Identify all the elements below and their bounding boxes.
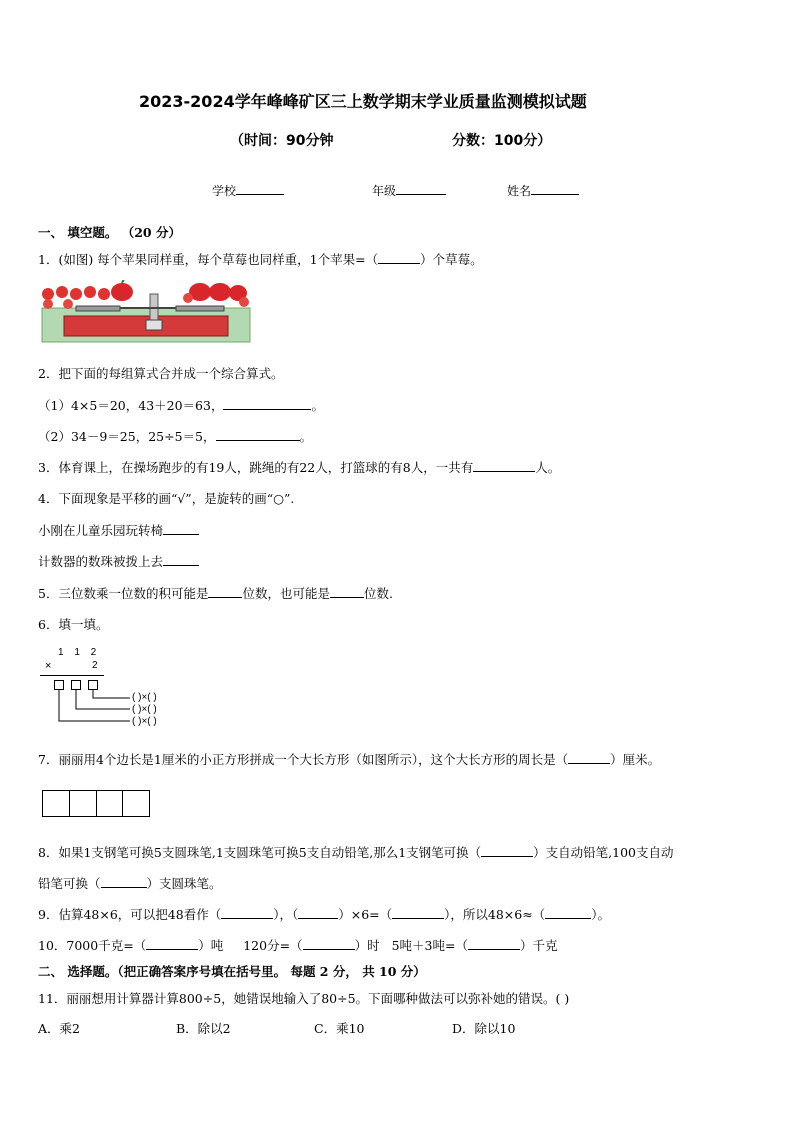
q8-text-d: ）支圆珠笔。	[146, 876, 222, 891]
q5-blank-2[interactable]	[330, 585, 364, 598]
name-field	[507, 182, 579, 199]
q2-p2-blank[interactable]	[216, 428, 300, 441]
q4-item-2-text: 计数器的数珠被拨上去	[38, 554, 164, 569]
q4-item-1-text: 小刚在儿童乐园玩转椅	[38, 523, 164, 538]
q5-text-a: 5．三位数乘一位数的积可能是	[38, 586, 209, 601]
q6-times-sign: ×	[45, 660, 52, 672]
grade-blank[interactable]	[396, 182, 446, 195]
name-blank[interactable]	[531, 182, 579, 195]
section-2-heading: 二、 选择题。（把正确答案序号填在括号里。 每题 2 分， 共 10 分）	[38, 964, 426, 979]
grade-label: 年级	[372, 184, 397, 198]
question-8-line-1	[38, 843, 674, 861]
exam-time: （时间：90分钟	[230, 133, 334, 149]
q10-text-f: ）千克	[519, 938, 558, 953]
q5-text-b: 位数，也可能是	[242, 586, 330, 601]
question-6: 6．填一填。	[38, 617, 109, 632]
q2-p1-end: 。	[311, 398, 324, 413]
q8-text-b: ）支自动铅笔,100支自动	[533, 845, 674, 860]
q2-p2-end: 。	[299, 429, 313, 444]
q1-blank[interactable]	[378, 251, 420, 264]
q11-option-b[interactable]: B．除以2	[176, 1021, 231, 1036]
q6-connector-lines	[50, 688, 140, 728]
q3-text: 3．体育课上，在操场跑步的有19人，跳绳的有22人，打篮球的有8人，一共有	[38, 460, 474, 475]
question-10	[38, 936, 557, 954]
q10-text-b: ）吨	[198, 938, 224, 953]
q6-row-1[interactable]: ( )×( )	[132, 692, 157, 703]
question-4-item-2	[38, 552, 199, 570]
q8-text-a: 8．如果1支钢笔可换5支圆珠笔,1支圆珠笔可换5支自动铅笔,那么1支钢笔可换（	[38, 845, 482, 860]
question-1	[38, 250, 483, 268]
q10-text-c: 120分=（	[243, 938, 303, 953]
q9-text-c: ）×6=（	[338, 907, 393, 922]
q10-blank-3[interactable]	[468, 937, 520, 950]
question-5	[38, 584, 393, 602]
q2-p2-text: （2）34－9＝25，25÷5＝5，	[38, 429, 216, 444]
q6-row-2[interactable]: ( )×( )	[132, 704, 157, 715]
q11-option-d[interactable]: D．除以10	[452, 1021, 516, 1036]
q8-blank-2[interactable]	[101, 875, 147, 888]
q9-text-d: ），所以48×6≈（	[444, 907, 546, 922]
q9-blank-4[interactable]	[545, 906, 591, 919]
q7-rectangle-figure	[42, 790, 150, 817]
q6-top-number: 1 1 2	[58, 647, 101, 658]
q2-p1-blank[interactable]	[223, 397, 311, 410]
q8-text-c: 铅笔可换（	[38, 876, 101, 891]
q1-text: 1．(如图) 每个苹果同样重，每个草莓也同样重，1个苹果=（	[38, 252, 379, 267]
q3-blank[interactable]	[473, 459, 535, 472]
section-1-heading: 一、 填空题。 （20 分）	[38, 225, 181, 240]
q7-square-2	[70, 791, 97, 816]
question-8-line-2	[38, 874, 222, 892]
page-title: 2023-2024学年峰峰矿区三上数学期末学业质量监测模拟试题	[139, 92, 587, 111]
question-2: 2．把下面的每组算式合并成一个综合算式。	[38, 366, 284, 381]
q2-p1-text: （1）4×5＝20，43＋20＝63，	[38, 398, 224, 413]
question-2-part-2	[38, 427, 312, 445]
school-blank[interactable]	[236, 182, 284, 195]
q6-multiplier: 2	[92, 660, 98, 671]
q7-square-1	[43, 791, 70, 816]
q9-text-e: ）。	[591, 907, 610, 922]
q10-blank-1[interactable]	[146, 937, 198, 950]
q4-item-2-blank[interactable]	[163, 553, 199, 566]
exam-score: 分数：100分）	[452, 133, 552, 149]
q11-option-c[interactable]: C．乘10	[314, 1021, 365, 1036]
question-7	[38, 750, 660, 768]
q6-product-line	[40, 675, 104, 676]
q10-text-d: ）时	[354, 938, 380, 953]
q5-text-c: 位数.	[363, 586, 393, 601]
q10-text-e: 5吨＋3吨=（	[391, 938, 468, 953]
question-11: 11．丽丽想用计算器计算800÷5，她错误地输入了80÷5。下面哪种做法可以弥补她的错误。( )	[38, 991, 570, 1006]
question-4-item-1	[38, 521, 199, 539]
q3-text-end: 人。	[535, 460, 561, 475]
q9-blank-1[interactable]	[221, 906, 273, 919]
grade-field	[372, 182, 446, 199]
balance-scale-image	[38, 280, 254, 344]
q7-text-end: ）厘米。	[610, 752, 661, 767]
question-4: 4．下面现象是平移的画“√”，是旋转的画“○”.	[38, 491, 295, 506]
question-9	[38, 905, 610, 923]
q7-square-3	[97, 791, 124, 816]
q7-text: 7．丽丽用4个边长是1厘米的小正方形拼成一个大长方形（如图所示），这个大长方形的周长是（	[38, 752, 569, 767]
q1-text-end: ）个草莓。	[420, 252, 483, 267]
q5-blank-1[interactable]	[208, 585, 242, 598]
q9-blank-3[interactable]	[392, 906, 444, 919]
q10-blank-2[interactable]	[303, 937, 355, 950]
question-2-part-1	[38, 396, 324, 414]
q7-square-4	[123, 791, 149, 816]
q6-row-3[interactable]: ( )×( )	[132, 716, 157, 727]
q11-option-a[interactable]: A．乘2	[38, 1021, 80, 1036]
school-field	[212, 182, 284, 199]
q4-item-1-blank[interactable]	[163, 522, 199, 535]
school-label: 学校	[212, 184, 237, 198]
q7-blank[interactable]	[568, 751, 610, 764]
q9-blank-2[interactable]	[298, 906, 338, 919]
q10-text-a: 10．7000千克=（	[38, 938, 147, 953]
q8-blank-1[interactable]	[481, 844, 533, 857]
q9-text-b: ），（	[273, 907, 299, 922]
question-3	[38, 458, 560, 476]
name-label: 姓名	[507, 184, 532, 198]
q9-text-a: 9．估算48×6，可以把48看作（	[38, 907, 222, 922]
